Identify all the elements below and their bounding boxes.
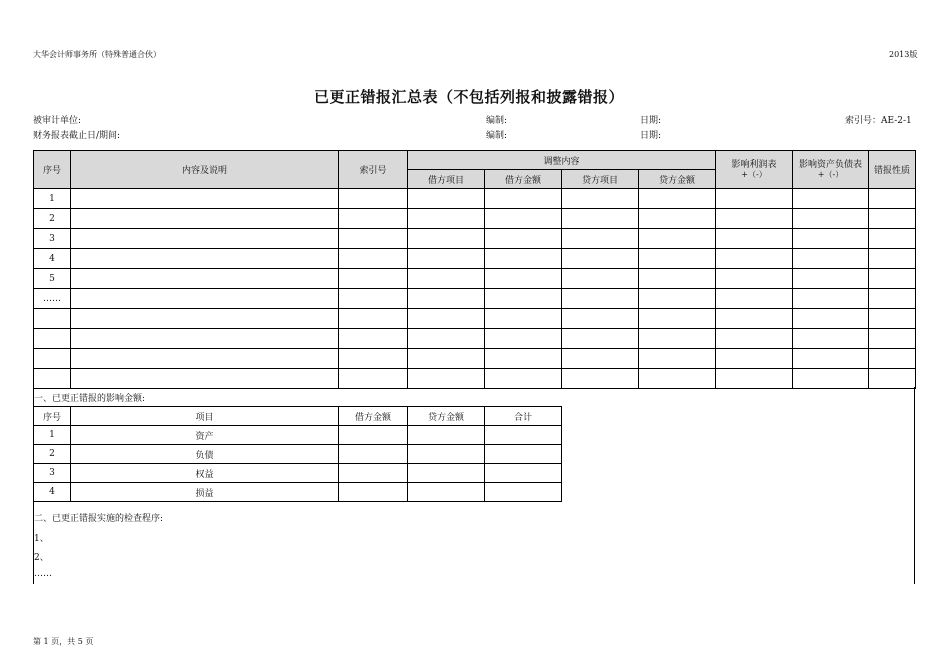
header-adjustment: 调整内容 xyxy=(408,151,716,170)
table-row xyxy=(34,209,916,229)
table-cell[interactable] xyxy=(71,269,339,289)
table-cell[interactable] xyxy=(869,369,916,389)
row-seq-cell: 2 xyxy=(34,209,71,229)
summary-total-cell[interactable] xyxy=(485,464,562,483)
table-cell[interactable] xyxy=(71,349,339,369)
table-cell[interactable] xyxy=(639,289,716,309)
summary-credit-cell[interactable] xyxy=(408,483,485,502)
table-cell[interactable] xyxy=(639,189,716,209)
row-seq-cell xyxy=(34,369,71,389)
header-balance-label: 影响资产负债表 xyxy=(798,159,862,170)
summary-header-total: 合计 xyxy=(485,407,562,426)
summary-item-cell: 资产 xyxy=(71,426,339,445)
summary-row xyxy=(34,464,562,483)
table-cell[interactable] xyxy=(869,249,916,269)
table-cell[interactable] xyxy=(408,189,485,209)
header-debit-amount: 借方金额 xyxy=(485,170,562,189)
summary-seq-cell: 2 xyxy=(34,445,71,464)
table-cell[interactable] xyxy=(562,309,639,329)
table-cell[interactable] xyxy=(71,209,339,229)
table-cell[interactable] xyxy=(716,249,793,269)
header-credit-item: 贷方项目 xyxy=(562,170,639,189)
header-nature: 错报性质 xyxy=(869,151,916,189)
table-cell[interactable] xyxy=(339,309,408,329)
table-cell[interactable] xyxy=(485,249,562,269)
summary-seq-cell: 4 xyxy=(34,483,71,502)
table-cell[interactable] xyxy=(639,309,716,329)
header-profit-impact xyxy=(716,151,793,189)
table-cell[interactable] xyxy=(639,229,716,249)
table-cell[interactable] xyxy=(793,209,869,229)
header-seq: 序号 xyxy=(34,151,71,189)
header-credit-amount: 贷方金额 xyxy=(639,170,716,189)
table-cell[interactable] xyxy=(339,289,408,309)
table-cell[interactable] xyxy=(562,289,639,309)
summary-header-debit: 借方金额 xyxy=(339,407,408,426)
summary-row xyxy=(34,426,562,445)
table-cell[interactable] xyxy=(408,289,485,309)
table-cell[interactable] xyxy=(71,229,339,249)
table-cell[interactable] xyxy=(716,369,793,389)
summary-row xyxy=(34,483,562,502)
auditee-label: 被审计单位: xyxy=(33,116,82,126)
table-row xyxy=(34,349,916,369)
table-row xyxy=(34,329,916,349)
summary-header-seq: 序号 xyxy=(34,407,71,426)
table-cell[interactable] xyxy=(485,309,562,329)
table-cell[interactable] xyxy=(793,309,869,329)
table-cell[interactable] xyxy=(408,209,485,229)
table-cell[interactable] xyxy=(869,329,916,349)
table-cell[interactable] xyxy=(793,369,869,389)
table-cell[interactable] xyxy=(485,189,562,209)
right-border xyxy=(914,387,915,584)
table-cell[interactable] xyxy=(716,329,793,349)
table-row xyxy=(34,229,916,249)
table-cell[interactable] xyxy=(793,229,869,249)
summary-total-cell[interactable] xyxy=(485,483,562,502)
table-row xyxy=(34,269,916,289)
table-cell[interactable] xyxy=(408,349,485,369)
table-cell[interactable] xyxy=(339,329,408,349)
table-cell[interactable] xyxy=(562,329,639,349)
row-seq-cell: 5 xyxy=(34,269,71,289)
summary-seq-cell: 3 xyxy=(34,464,71,483)
summary-item-cell: 损益 xyxy=(71,483,339,502)
table-cell[interactable] xyxy=(339,229,408,249)
table-cell[interactable] xyxy=(869,209,916,229)
table-cell[interactable] xyxy=(71,189,339,209)
table-cell[interactable] xyxy=(793,329,869,349)
table-cell[interactable] xyxy=(408,269,485,289)
table-cell[interactable] xyxy=(485,209,562,229)
table-cell[interactable] xyxy=(485,369,562,389)
table-cell[interactable] xyxy=(869,289,916,309)
summary-header-credit: 贷方金额 xyxy=(408,407,485,426)
table-cell[interactable] xyxy=(339,369,408,389)
table-cell[interactable] xyxy=(485,269,562,289)
page-title: 已更正错报汇总表（不包括列报和披露错报） xyxy=(314,88,625,106)
table-cell[interactable] xyxy=(339,269,408,289)
table-cell[interactable] xyxy=(485,349,562,369)
table-cell[interactable] xyxy=(869,309,916,329)
table-cell[interactable] xyxy=(716,309,793,329)
summary-credit-cell[interactable] xyxy=(408,445,485,464)
table-cell[interactable] xyxy=(716,209,793,229)
page-footer: 第 1 页，共 5 页 xyxy=(33,637,94,646)
row-seq-cell: 3 xyxy=(34,229,71,249)
table-cell[interactable] xyxy=(562,249,639,269)
table-cell[interactable] xyxy=(408,309,485,329)
header-debit-item: 借方项目 xyxy=(408,170,485,189)
summary-total-cell[interactable] xyxy=(485,445,562,464)
table-cell[interactable] xyxy=(339,249,408,269)
summary-debit-cell[interactable] xyxy=(339,464,408,483)
table-cell[interactable] xyxy=(562,229,639,249)
index-number: 索引号：AE-2-1 xyxy=(845,116,912,126)
table-cell[interactable] xyxy=(793,269,869,289)
table-cell[interactable] xyxy=(71,369,339,389)
header-balance-impact xyxy=(793,151,869,189)
table-cell[interactable] xyxy=(639,329,716,349)
row-seq-cell xyxy=(34,329,71,349)
row-seq-cell xyxy=(34,349,71,369)
procedure-line-3: …… xyxy=(34,569,52,579)
summary-credit-cell[interactable] xyxy=(408,464,485,483)
date-label-1: 日期: xyxy=(640,116,662,126)
row-seq-cell: 4 xyxy=(34,249,71,269)
table-cell[interactable] xyxy=(639,349,716,369)
table-cell[interactable] xyxy=(71,329,339,349)
summary-item-cell: 权益 xyxy=(71,464,339,483)
table-cell[interactable] xyxy=(562,269,639,289)
table-row xyxy=(34,309,916,329)
table-cell[interactable] xyxy=(562,209,639,229)
table-cell[interactable] xyxy=(485,329,562,349)
firm-name: 大华会计师事务所（特殊普通合伙） xyxy=(33,50,161,59)
table-cell[interactable] xyxy=(869,189,916,209)
table-cell[interactable] xyxy=(639,269,716,289)
impact-summary-table xyxy=(33,406,562,502)
table-cell[interactable] xyxy=(716,349,793,369)
summary-total-cell[interactable] xyxy=(485,426,562,445)
summary-header-item: 项目 xyxy=(71,407,339,426)
date-label-2: 日期: xyxy=(640,131,662,141)
table-cell[interactable] xyxy=(339,209,408,229)
table-cell[interactable] xyxy=(716,269,793,289)
table-row xyxy=(34,369,916,389)
table-cell[interactable] xyxy=(408,369,485,389)
header-profit-label: 影响利润表 xyxy=(731,159,777,170)
row-seq-cell: …… xyxy=(34,289,71,309)
table-cell[interactable] xyxy=(562,189,639,209)
table-cell[interactable] xyxy=(485,289,562,309)
section2-title: 二、已更正错报实施的检查程序: xyxy=(34,514,164,524)
header-profit-sign: +（-） xyxy=(741,169,767,179)
prepared-label: 编制: xyxy=(486,116,508,126)
table-cell[interactable] xyxy=(793,349,869,369)
table-row xyxy=(34,289,916,309)
table-cell[interactable] xyxy=(793,189,869,209)
table-cell[interactable] xyxy=(339,349,408,369)
table-cell[interactable] xyxy=(716,289,793,309)
table-cell[interactable] xyxy=(793,249,869,269)
row-seq-cell: 1 xyxy=(34,189,71,209)
header-index: 索引号 xyxy=(339,151,408,189)
summary-debit-cell[interactable] xyxy=(339,483,408,502)
procedure-line-1: 1、 xyxy=(34,534,49,544)
reviewed-label: 编制: xyxy=(486,131,508,141)
version-label: 2013版 xyxy=(889,50,918,59)
table-cell[interactable] xyxy=(408,229,485,249)
table-cell[interactable] xyxy=(793,289,869,309)
summary-debit-cell[interactable] xyxy=(339,445,408,464)
table-cell[interactable] xyxy=(562,349,639,369)
table-cell[interactable] xyxy=(869,269,916,289)
period-label: 财务报表截止日/期间: xyxy=(33,131,121,141)
header-content: 内容及说明 xyxy=(71,151,339,189)
table-cell[interactable] xyxy=(408,329,485,349)
table-cell[interactable] xyxy=(339,189,408,209)
table-cell[interactable] xyxy=(869,349,916,369)
table-cell[interactable] xyxy=(71,289,339,309)
summary-item-cell: 负债 xyxy=(71,445,339,464)
table-cell[interactable] xyxy=(639,209,716,229)
row-seq-cell xyxy=(34,309,71,329)
procedure-line-2: 2、 xyxy=(34,553,49,563)
section1-title: 一、已更正错报的影响金额: xyxy=(34,394,146,404)
table-cell[interactable] xyxy=(639,369,716,389)
header-balance-sign: +（-） xyxy=(817,169,844,179)
summary-row xyxy=(34,445,562,464)
table-row xyxy=(34,189,916,209)
table-cell[interactable] xyxy=(869,229,916,249)
summary-debit-cell[interactable] xyxy=(339,426,408,445)
table-row xyxy=(34,249,916,269)
summary-seq-cell: 1 xyxy=(34,426,71,445)
table-cell[interactable] xyxy=(408,249,485,269)
table-cell[interactable] xyxy=(639,249,716,269)
table-cell[interactable] xyxy=(485,229,562,249)
table-cell[interactable] xyxy=(716,229,793,249)
table-cell[interactable] xyxy=(562,369,639,389)
table-cell[interactable] xyxy=(71,249,339,269)
summary-credit-cell[interactable] xyxy=(408,426,485,445)
table-cell[interactable] xyxy=(716,189,793,209)
table-cell[interactable] xyxy=(71,309,339,329)
corrected-misstatements-table xyxy=(33,150,916,389)
